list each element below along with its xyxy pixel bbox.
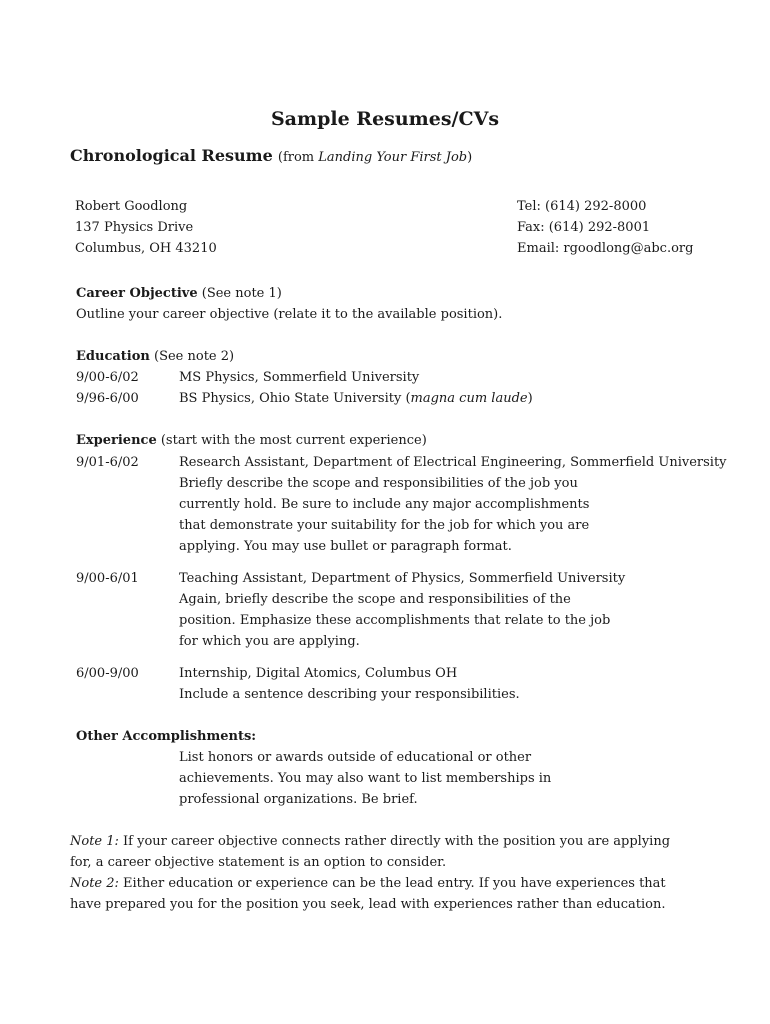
education-dates: 9/00-6/02 xyxy=(76,370,139,385)
experience-dates: 9/01-6/02 xyxy=(76,455,139,470)
education-entry: MS Physics, Sommerfield University xyxy=(179,370,420,385)
contact-name: Robert Goodlong xyxy=(75,199,188,214)
experience-heading: Experience (start with the most current experience) xyxy=(76,433,427,448)
education-heading: Education (See note 2) xyxy=(76,349,235,364)
experience-line: position. Emphasize these accomplishments that relate to the job xyxy=(179,613,611,628)
experience-line: for which you are applying. xyxy=(179,634,360,649)
page-title: Sample Resumes/CVs xyxy=(270,108,500,130)
contact-city: Columbus, OH 43210 xyxy=(75,241,217,256)
experience-line: Again, briefly describe the scope and responsibilities of the xyxy=(179,592,571,607)
experience-line: applying. You may use bullet or paragraph format. xyxy=(179,539,512,554)
experience-dates: 9/00-6/01 xyxy=(76,571,139,586)
other-accomplishments-heading: Other Accomplishments: xyxy=(76,729,257,744)
note-1-continued: for, a career objective statement is an option to consider. xyxy=(70,855,447,870)
experience-line: Research Assistant, Department of Electrical Engineering, Sommerfield University xyxy=(179,455,727,470)
experience-dates: 6/00-9/00 xyxy=(76,666,139,681)
contact-email: Email: rgoodlong@abc.org xyxy=(517,241,694,256)
other-line: List honors or awards outside of educational or other xyxy=(179,750,532,765)
contact-tel: Tel: (614) 292-8000 xyxy=(517,199,647,214)
other-line: achievements. You may also want to list memberships in xyxy=(179,771,552,786)
experience-line: Briefly describe the scope and responsibilities of the job you xyxy=(179,476,578,491)
contact-fax: Fax: (614) 292-8001 xyxy=(517,220,651,235)
experience-line: that demonstrate your suitability for the job for which you are xyxy=(179,518,590,533)
other-line: professional organizations. Be brief. xyxy=(179,792,418,807)
education-entry: BS Physics, Ohio State University (magna cum laude) xyxy=(179,391,533,406)
note-2-continued: have prepared you for the position you seek, lead with experiences rather than education. xyxy=(70,897,666,912)
experience-line: Internship, Digital Atomics, Columbus OH xyxy=(179,666,458,681)
experience-line: Teaching Assistant, Department of Physics, Sommerfield University xyxy=(179,571,626,586)
education-dates: 9/96-6/00 xyxy=(76,391,139,406)
note-2: Note 2: Either education or experience can be the lead entry. If you have experiences that xyxy=(70,876,666,891)
career-objective-text: Outline your career objective (relate it to the available position). xyxy=(76,307,503,322)
experience-line: Include a sentence describing your responsibilities. xyxy=(179,687,520,702)
contact-street: 137 Physics Drive xyxy=(75,220,194,235)
subtitle-from: (from Landing Your First Job) xyxy=(277,150,473,165)
career-objective-heading: Career Objective (See note 1) xyxy=(76,286,282,301)
subtitle xyxy=(70,146,472,165)
experience-line: currently hold. Be sure to include any major accomplishments xyxy=(179,497,590,512)
note-1: Note 1: If your career objective connects rather directly with the position you are applying xyxy=(70,834,671,849)
subtitle-main: Chronological Resume xyxy=(70,146,273,165)
